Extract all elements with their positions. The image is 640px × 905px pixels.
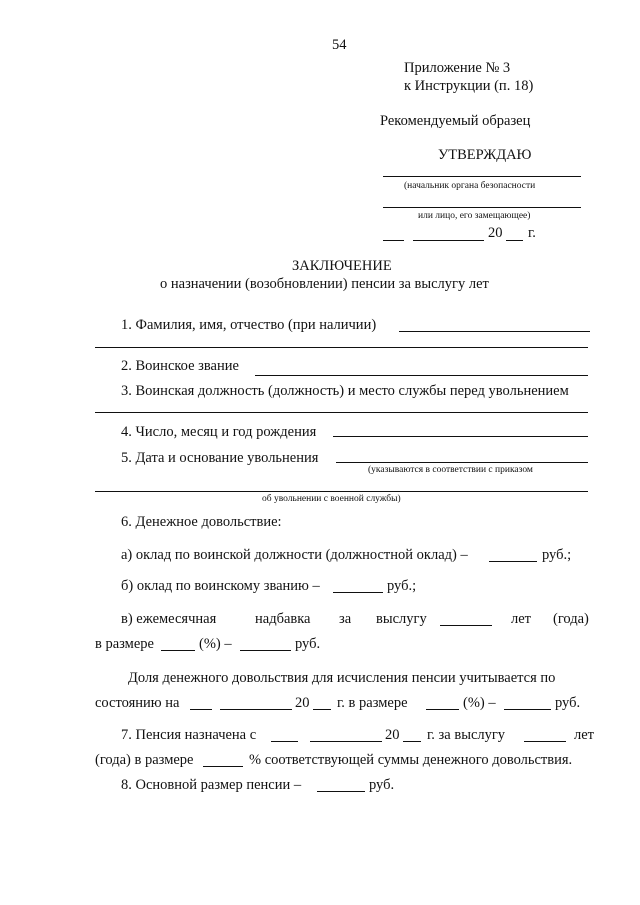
share-day-field <box>190 709 212 710</box>
signature-line-1 <box>383 176 581 177</box>
item-6c-word-4: выслугу <box>376 611 427 627</box>
item-6c-word-1: в) ежемесячная <box>121 611 217 627</box>
signature-caption-2: или лицо, его замещающее) <box>418 211 531 221</box>
share-year-field <box>313 709 331 710</box>
share-year-prefix: 20 <box>295 695 310 711</box>
item-6c-word-5: лет <box>511 611 532 627</box>
item-7-year-prefix: 20 <box>385 727 400 743</box>
approve-year-line <box>506 240 523 241</box>
item-7-service-label: г. за выслугу <box>427 727 506 743</box>
item-5-caption-1: (указываются в соответствии с приказом <box>368 465 533 475</box>
share-line-1: Доля денежного довольствия для исчисления пенсии учитывается по <box>128 670 556 686</box>
item-8-label: 8. Основной размер пенсии – <box>121 777 302 793</box>
item-7-percent-field <box>203 766 243 767</box>
share-percent-label: (%) – <box>463 695 496 711</box>
item-6c-word-6: (года) <box>553 611 589 627</box>
item-6a-field <box>489 561 537 562</box>
item-7-year-field <box>403 741 421 742</box>
item-1-label: 1. Фамилия, имя, отчество (при наличии) <box>121 317 377 333</box>
item-5-label: 5. Дата и основание увольнения <box>121 450 319 466</box>
item-1-field-continued <box>95 347 588 348</box>
approve-month-line <box>413 240 484 241</box>
item-6c-line2-label: в размере <box>95 636 154 652</box>
item-6b-unit: руб.; <box>387 578 417 594</box>
item-6c-unit: руб. <box>295 636 321 652</box>
item-1-field <box>399 331 590 332</box>
approve-year-suffix: г. <box>528 225 536 241</box>
item-7-years-field <box>524 741 566 742</box>
item-5-field-continued <box>95 491 588 492</box>
approve-day-line <box>383 240 404 241</box>
item-6-label: 6. Денежное довольствие: <box>121 514 282 530</box>
appendix-label: Приложение № 3 <box>404 60 511 76</box>
share-month-field <box>220 709 292 710</box>
approve-label: УТВЕРЖДАЮ <box>438 147 532 163</box>
item-4-label: 4. Число, месяц и год рождения <box>121 424 317 440</box>
item-6c-percent-label: (%) – <box>199 636 232 652</box>
sample-label: Рекомендуемый образец <box>380 113 531 129</box>
item-2-label: 2. Воинское звание <box>121 358 239 374</box>
item-7-years-label: лет <box>574 727 595 743</box>
item-7-label: 7. Пенсия назначена с <box>121 727 257 743</box>
page-number: 54 <box>332 37 347 53</box>
share-line-2-label: состоянию на <box>95 695 180 711</box>
item-3-label: 3. Воинская должность (должность) и место службы перед увольнением <box>121 383 569 399</box>
item-8-unit: руб. <box>369 777 395 793</box>
item-7-day-field <box>271 741 298 742</box>
document-subtitle: о назначении (возобновлении) пенсии за выслугу лет <box>160 276 489 292</box>
item-5-field <box>336 462 588 463</box>
instruction-ref: к Инструкции (п. 18) <box>404 78 534 94</box>
item-4-field <box>333 436 588 437</box>
item-3-field <box>95 412 588 413</box>
share-unit: руб. <box>555 695 581 711</box>
share-amount-field <box>504 709 551 710</box>
item-6a-unit: руб.; <box>542 547 572 563</box>
share-year-suffix: г. в размере <box>337 695 408 711</box>
item-6c-amount-field <box>240 650 291 651</box>
item-6b-label: б) оклад по воинскому званию – <box>121 578 320 594</box>
signature-line-2 <box>383 207 581 208</box>
item-6c-years-field <box>440 625 492 626</box>
document-title: ЗАКЛЮЧЕНИЕ <box>292 258 392 274</box>
share-percent-field <box>426 709 459 710</box>
item-6c-word-3: за <box>339 611 352 627</box>
item-6c-word-2: надбавка <box>255 611 311 627</box>
item-7-month-field <box>310 741 382 742</box>
item-6a-label: а) оклад по воинской должности (должностной оклад) – <box>121 547 468 563</box>
item-6b-field <box>333 592 383 593</box>
item-5-caption-2: об увольнении с военной службы) <box>262 494 401 504</box>
signature-caption-1: (начальник органа безопасности <box>404 181 536 191</box>
item-6c-percent-field <box>161 650 195 651</box>
item-7-line2-label: (года) в размере <box>95 752 194 768</box>
approve-year-prefix: 20 <box>488 225 503 241</box>
item-7-line2-text: % соответствующей суммы денежного довольствия. <box>249 752 573 768</box>
item-8-field <box>317 791 365 792</box>
item-2-field <box>255 375 588 376</box>
